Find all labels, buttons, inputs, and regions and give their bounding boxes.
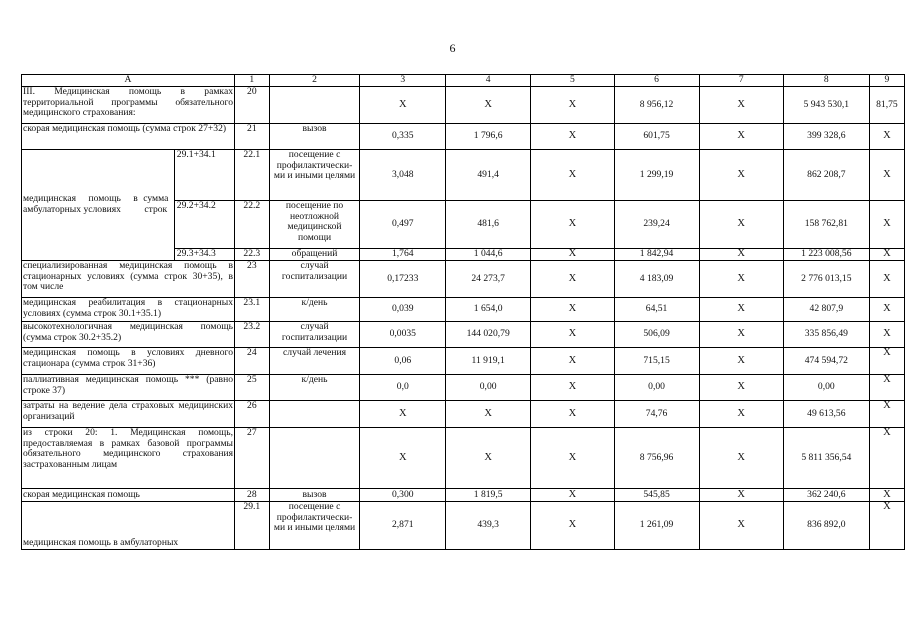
value-cell: 0,497 xyxy=(360,201,446,249)
sub-rows: 29.1+34.1 xyxy=(174,150,234,201)
sub-rows: 29.2+34.2 xyxy=(174,201,234,249)
unit-cell xyxy=(269,87,360,124)
row-number: 27 xyxy=(235,428,270,489)
value-cell: X xyxy=(869,375,904,401)
ambulatory-label: медицинская помощь в амбулаторных условиях xyxy=(23,193,138,215)
unit-cell: посещение по неотложной медицинской помощи xyxy=(269,201,360,249)
value-cell: 1 796,6 xyxy=(446,124,531,150)
row-number: 28 xyxy=(235,489,270,502)
value-cell: 0,335 xyxy=(360,124,446,150)
value-cell: 42 807,9 xyxy=(783,298,869,322)
table-row xyxy=(22,150,905,201)
value-cell: 24 273,7 xyxy=(446,261,531,298)
value-cell: 3,048 xyxy=(360,150,446,201)
table-row xyxy=(22,428,905,489)
row-label: паллиативная медицинская помощь *** (равно строке 37) xyxy=(22,375,235,401)
header-cell: 8 xyxy=(783,75,869,87)
value-cell: 474 594,72 xyxy=(783,348,869,375)
value-cell: 144 020,79 xyxy=(446,322,531,348)
row-label xyxy=(22,150,175,261)
value-cell: 8 956,12 xyxy=(614,87,699,124)
unit-cell: вызов xyxy=(269,124,360,150)
table-row xyxy=(22,502,905,550)
header-cell: 2 xyxy=(269,75,360,87)
page-number: 6 xyxy=(449,41,456,55)
row-label: специализированная медицинская помощь в стационарных условиях (сумма строк 30+35), в том числе xyxy=(22,261,235,298)
unit-cell xyxy=(269,401,360,428)
value-cell: X xyxy=(531,249,614,261)
value-cell: 715,15 xyxy=(614,348,699,375)
value-cell: 158 762,81 xyxy=(783,201,869,249)
table-row xyxy=(22,322,905,348)
row-number: 22.1 xyxy=(235,150,270,201)
header-row xyxy=(22,75,905,87)
value-cell: 836 892,0 xyxy=(783,502,869,550)
data-table xyxy=(21,74,905,550)
value-cell: 0,00 xyxy=(783,375,869,401)
value-cell: 335 856,49 xyxy=(783,322,869,348)
unit-cell: случай лечения xyxy=(269,348,360,375)
value-cell: X xyxy=(699,489,783,502)
row-label: скорая медицинская помощь xyxy=(22,489,235,502)
value-cell: X xyxy=(869,298,904,322)
table-row xyxy=(22,261,905,298)
row-label: медицинская помощь в амбулаторных xyxy=(22,502,235,550)
value-cell: 4 183,09 xyxy=(614,261,699,298)
value-cell: X xyxy=(531,489,614,502)
value-cell: X xyxy=(531,428,614,489)
row-number: 24 xyxy=(235,348,270,375)
value-cell: X xyxy=(869,489,904,502)
value-cell: 1,764 xyxy=(360,249,446,261)
value-cell: X xyxy=(531,150,614,201)
value-cell: X xyxy=(869,428,904,489)
value-cell: 0,039 xyxy=(360,298,446,322)
value-cell: X xyxy=(699,261,783,298)
value-cell: X xyxy=(699,428,783,489)
value-cell: X xyxy=(699,124,783,150)
value-cell: 64,51 xyxy=(614,298,699,322)
table-row xyxy=(22,489,905,502)
value-cell: 1 261,09 xyxy=(614,502,699,550)
value-cell: 8 756,96 xyxy=(614,428,699,489)
value-cell: X xyxy=(531,87,614,124)
header-cell: 4 xyxy=(446,75,531,87)
row-label: медицинская реабилитация в стационарных условиях (сумма строк 30.1+35.1) xyxy=(22,298,235,322)
value-cell: X xyxy=(699,298,783,322)
value-cell: 545,85 xyxy=(614,489,699,502)
row-label: высокотехнологичная медицинская помощь (сумма строк 30.2+35.2) xyxy=(22,322,235,348)
value-cell: 74,76 xyxy=(614,401,699,428)
value-cell: X xyxy=(869,249,904,261)
value-cell: X xyxy=(699,502,783,550)
value-cell: X xyxy=(699,322,783,348)
value-cell: 0,00 xyxy=(614,375,699,401)
header-cell: 7 xyxy=(699,75,783,87)
value-cell: 506,09 xyxy=(614,322,699,348)
value-cell: X xyxy=(699,348,783,375)
value-cell: 49 613,56 xyxy=(783,401,869,428)
value-cell: 601,75 xyxy=(614,124,699,150)
header-cell: 3 xyxy=(360,75,446,87)
unit-cell: посещение с профилактически-ми и иными целями xyxy=(269,502,360,550)
unit-cell: посещение с профилактически-ми и иными целями xyxy=(269,150,360,201)
value-cell: X xyxy=(531,502,614,550)
unit-cell: случай госпитализации xyxy=(269,261,360,298)
value-cell: X xyxy=(699,401,783,428)
value-cell: 0,0035 xyxy=(360,322,446,348)
row-number: 23 xyxy=(235,261,270,298)
sub-rows: 29.3+34.3 xyxy=(174,249,234,261)
value-cell: 481,6 xyxy=(446,201,531,249)
row-number: 20 xyxy=(235,87,270,124)
row-number: 23.1 xyxy=(235,298,270,322)
row-label: медицинская помощь в условиях дневного стационара (сумма строк 31+36) xyxy=(22,348,235,375)
header-cell: 1 xyxy=(235,75,270,87)
value-cell: X xyxy=(360,428,446,489)
value-cell: 0,300 xyxy=(360,489,446,502)
value-cell: X xyxy=(699,375,783,401)
row-label: из строки 20: 1. Медицинская помощь, предоставляемая в рамках базовой программы обязательного медицинского страхования застрахованным лицам xyxy=(22,428,235,489)
value-cell: X xyxy=(699,201,783,249)
table-row xyxy=(22,348,905,375)
row-label: скорая медицинская помощь (сумма строк 27+32) xyxy=(22,124,235,150)
value-cell: X xyxy=(869,322,904,348)
sum-label: сумма строк xyxy=(143,193,169,215)
row-number: 22.3 xyxy=(235,249,270,261)
value-cell: 362 240,6 xyxy=(783,489,869,502)
value-cell: 1 842,94 xyxy=(614,249,699,261)
row-number: 26 xyxy=(235,401,270,428)
value-cell: 0,17233 xyxy=(360,261,446,298)
value-cell: X xyxy=(869,502,904,550)
value-cell: 239,24 xyxy=(614,201,699,249)
value-cell: X xyxy=(360,87,446,124)
row-label: III. Медицинская помощь в рамках территориальной программы обязательного медицинского страхования: xyxy=(22,87,235,124)
value-cell: 2,871 xyxy=(360,502,446,550)
value-cell: 0,00 xyxy=(446,375,531,401)
unit-cell: к/день xyxy=(269,375,360,401)
row-number: 25 xyxy=(235,375,270,401)
unit-cell xyxy=(269,428,360,489)
value-cell: 1 299,19 xyxy=(614,150,699,201)
value-cell: X xyxy=(531,124,614,150)
unit-cell: вызов xyxy=(269,489,360,502)
value-cell: X xyxy=(869,150,904,201)
value-cell: X xyxy=(869,124,904,150)
value-cell: 11 919,1 xyxy=(446,348,531,375)
table-row xyxy=(22,298,905,322)
header-cell: 9 xyxy=(869,75,904,87)
value-cell: 862 208,7 xyxy=(783,150,869,201)
value-cell: 1 223 008,56 xyxy=(783,249,869,261)
value-cell: X xyxy=(699,150,783,201)
table-row xyxy=(22,375,905,401)
row-number: 23.2 xyxy=(235,322,270,348)
header-cell: А xyxy=(22,75,235,87)
unit-cell: случай госпитализации xyxy=(269,322,360,348)
value-cell: X xyxy=(531,322,614,348)
value-cell: X xyxy=(446,428,531,489)
table-row xyxy=(22,401,905,428)
value-cell: X xyxy=(869,401,904,428)
value-cell: 0,06 xyxy=(360,348,446,375)
row-label: затраты на ведение дела страховых медицинских организаций xyxy=(22,401,235,428)
value-cell: X xyxy=(446,87,531,124)
value-cell: X xyxy=(531,298,614,322)
value-cell: 1 819,5 xyxy=(446,489,531,502)
value-cell: X xyxy=(869,348,904,375)
value-cell: 439,3 xyxy=(446,502,531,550)
value-cell: X xyxy=(699,249,783,261)
value-cell: 491,4 xyxy=(446,150,531,201)
table-row xyxy=(22,87,905,124)
value-cell: X xyxy=(869,201,904,249)
value-cell: X xyxy=(869,261,904,298)
row-number: 29.1 xyxy=(235,502,270,550)
unit-cell: обращений xyxy=(269,249,360,261)
value-cell: X xyxy=(699,87,783,124)
unit-cell: к/день xyxy=(269,298,360,322)
value-cell: 5 943 530,1 xyxy=(783,87,869,124)
value-cell: 5 811 356,54 xyxy=(783,428,869,489)
value-cell: X xyxy=(360,401,446,428)
value-cell: 1 044,6 xyxy=(446,249,531,261)
value-cell: X xyxy=(531,348,614,375)
value-cell: X xyxy=(531,201,614,249)
value-cell: 399 328,6 xyxy=(783,124,869,150)
value-cell: 0,0 xyxy=(360,375,446,401)
value-cell: X xyxy=(531,401,614,428)
value-cell: X xyxy=(446,401,531,428)
value-cell: X xyxy=(531,261,614,298)
value-cell: X xyxy=(531,375,614,401)
header-cell: 6 xyxy=(614,75,699,87)
row-number: 22.2 xyxy=(235,201,270,249)
value-cell: 1 654,0 xyxy=(446,298,531,322)
header-cell: 5 xyxy=(531,75,614,87)
value-cell: 81,75 xyxy=(869,87,904,124)
table-row xyxy=(22,124,905,150)
row-number: 21 xyxy=(235,124,270,150)
value-cell: 2 776 013,15 xyxy=(783,261,869,298)
